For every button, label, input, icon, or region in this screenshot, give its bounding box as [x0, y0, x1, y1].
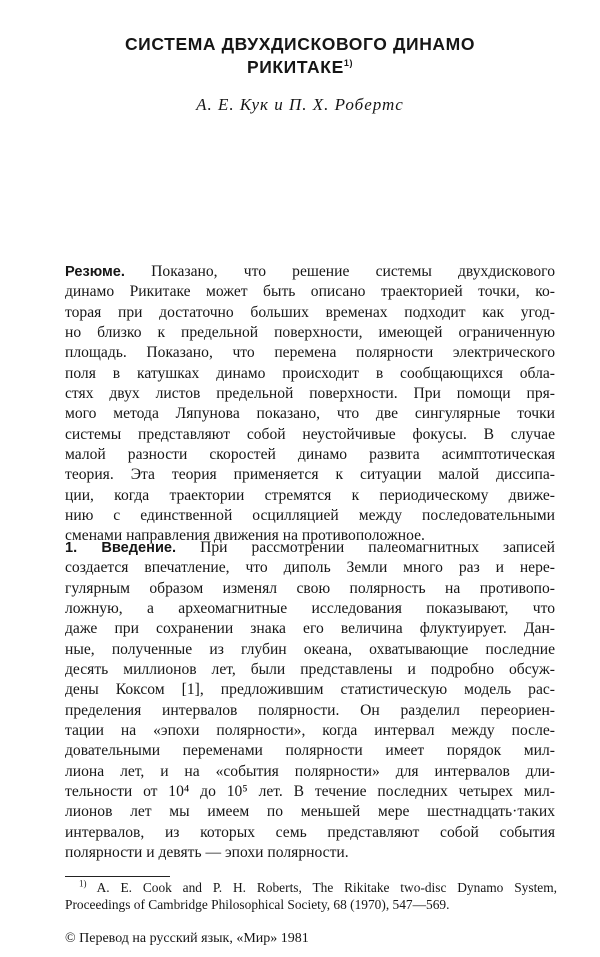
intro-line: дены Коксом [1], предложившим статистическую модель рас-	[65, 681, 555, 699]
footnote-line-1-text: A. E. Cook and P. H. Roberts, The Rikitake two-disc Dynamo System,	[86, 880, 557, 895]
abstract-line	[65, 262, 555, 282]
intro-line: ложную, а археомагнитные исследования показывают, что	[65, 600, 555, 618]
abstract-line: теория. Эта теория применяется к ситуации малой диссипа-	[65, 466, 555, 484]
intro-line: интервалов, из которых семь представляют собой события	[65, 823, 555, 841]
intro-line: десять миллионов лет, были представлены и подробно обсуж-	[65, 661, 555, 679]
title-line-2-text: РИКИТАКЕ	[246, 57, 344, 77]
intro-line: пределения интервалов полярности. Он разделил переориен-	[65, 701, 555, 719]
footnote-line-2: Proceedings of Cambridge Philosophical Society, 68 (1970), 547—569.	[65, 897, 450, 912]
title-line-2	[60, 56, 540, 79]
title-footnote-mark: 1)	[343, 58, 354, 69]
intro-line: гулярным образом изменял свою полярность на противопо-	[65, 579, 555, 597]
intro-line: лиона лет, и на «события полярности» для интервалов дли-	[65, 762, 555, 780]
footnote-divider	[65, 876, 170, 877]
intro-line: тельности от 10⁴ до 10⁵ лет. В течение последних четырех мил-	[65, 783, 555, 801]
abstract	[65, 262, 555, 547]
intro-line: лионов лет мы имеем по меньшей мере шестнадцать·таких	[65, 803, 555, 821]
introduction	[65, 538, 555, 864]
abstract-line: но близко к предельной поверхности, имеющей ограниченную	[65, 324, 555, 342]
abstract-line: торая при достаточно больших временах подходит как угод-	[65, 303, 555, 321]
abstract-line: мого метода Ляпунова показано, что две сингулярные точки	[65, 405, 555, 423]
intro-line: создается впечатление, что диполь Земли много раз и нере-	[65, 559, 555, 577]
footnote-mark: 1)	[79, 878, 87, 889]
copyright-notice: © Перевод на русский язык, «Мир» 1981	[65, 931, 309, 946]
footnote-line-1	[65, 879, 557, 896]
abstract-line: динамо Рикитаке может быть описано траекторией точки, ко-	[65, 283, 555, 301]
abstract-line: сменами направления движения на противоположное.	[65, 527, 425, 545]
intro-line-text: При рассмотрении палеомагнитных записей	[176, 539, 555, 556]
abstract-line: нию с единственной осцилляцией между последовательными	[65, 507, 555, 525]
abstract-line-text: Показано, что решение системы двухдискового	[124, 263, 555, 280]
abstract-line: площадь. Показано, что перемена полярности электрического	[65, 344, 555, 362]
intro-line: даже при сохранении знака его величина флуктуирует. Дан-	[65, 620, 555, 638]
intro-line: тации на «эпохи полярности», когда интервал между после-	[65, 722, 555, 740]
abstract-line: ции, когда траектории стремятся к периодическому движе-	[65, 486, 555, 504]
abstract-lead: Резюме.	[65, 264, 125, 280]
abstract-line: стях двух листов предельной поверхности. При помощи пря-	[65, 385, 555, 403]
intro-line	[65, 538, 555, 558]
intro-line: ные, полученные из глубин океана, охватывающие последние	[65, 640, 555, 658]
article-title	[60, 33, 540, 79]
intro-line: полярности и девять — эпохи полярности.	[65, 844, 349, 862]
abstract-line: системы представляют собой неустойчивые фокусы. В случае	[65, 425, 555, 443]
abstract-line: поля в катушках динамо происходит в сообщающихся обла-	[65, 364, 555, 382]
intro-line: довательными переменами полярности имеет порядок мил-	[65, 742, 555, 760]
authors: А. Е. Кук и П. Х. Робертс	[196, 95, 404, 114]
abstract-line: малой разности скоростей динамо развита асимптотическая	[65, 446, 555, 464]
title-line-1: СИСТЕМА ДВУХДИСКОВОГО ДИНАМО	[124, 34, 476, 54]
footnote	[65, 879, 557, 913]
intro-lead: 1. Введение.	[65, 540, 177, 556]
